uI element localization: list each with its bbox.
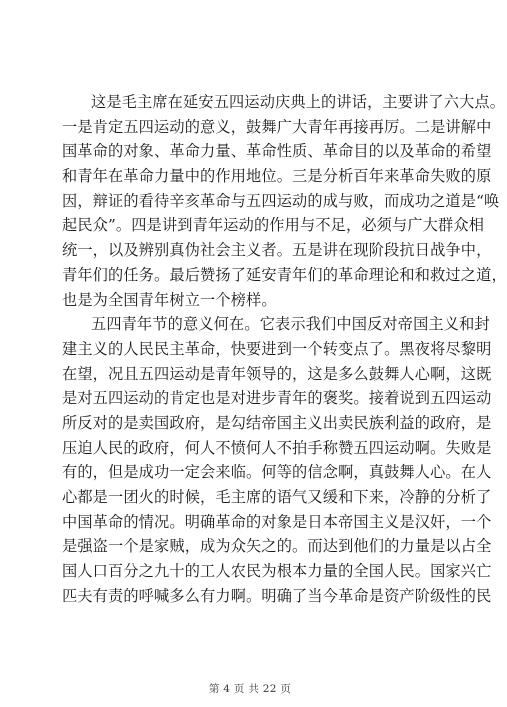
text-line: 是强盗一个是家贼，成为众矢之的。而达到他们的力量是以占全	[62, 537, 492, 556]
page-number-label: 第 4 页 共 22 页	[208, 683, 292, 695]
text-line: 青年们的任务。最后赞扬了延安青年们的革命理论和和救过之道，	[62, 265, 507, 284]
body-text	[62, 90, 507, 608]
text-line: 和青年在革命力量中的作用地位。三是分析百年来革命失败的原	[62, 167, 492, 186]
text-line: 中国革命的情况。明确革命的对象是日本帝国主义是汉奸，一个	[62, 512, 492, 531]
text-line: 有的，但是成功一定会来临。何等的信念啊，真鼓舞人心。在人	[62, 463, 492, 482]
text-line: 建主义的人民民主革命，快要进到一个转变点了。黑夜将尽黎明	[62, 339, 492, 358]
text-line: 这是毛主席在延安五四运动庆典上的讲话，主要讲了六大点。	[91, 93, 506, 111]
text-line: 在望，况且五四运动是青年领导的，这是多么鼓舞人心啊，这既	[62, 364, 492, 383]
text-line: 压迫人民的政府，何人不愤何人不拍手称赞五四运动啊。失败是	[62, 438, 492, 457]
text-line: 是对五四运动的肯定也是对进步青年的褒奖。接着说到五四运动	[62, 389, 492, 408]
text-line: 所反对的是卖国政府，是勾结帝国主义出卖民族利益的政府，是	[62, 413, 492, 432]
text-line: 国人口百分之九十的工人农民为根本力量的全国人民。国家兴亡	[62, 562, 492, 581]
text-line: 起民众”。四是讲到青年运动的作用与不足，必须与广大群众相	[62, 216, 485, 235]
paragraph-2	[62, 312, 492, 608]
text-line: 五四青年节的意义何在。它表示我们中国反对帝国主义和封	[91, 315, 490, 334]
text-line: 统一，以及辨别真伪社会主义者。五是讲在现阶段抗日战争中，	[62, 241, 492, 260]
page-footer	[0, 681, 500, 696]
text-line: 因，辩证的看待辛亥革命与五四运动的成与败，而成功之道是“唤	[62, 191, 500, 210]
paragraph-1	[62, 90, 507, 312]
text-line: 匹夫有责的呼喊多么有力啊。明确了当今革命是资产阶级性的民	[62, 586, 492, 605]
text-line: 也是为全国青年树立一个榜样。	[62, 290, 277, 309]
text-line: 心都是一团火的时候，毛主席的语气又缓和下来，冷静的分析了	[62, 488, 492, 506]
text-line: 国革命的对象、革命力量、革命性质、革命目的以及革命的希望	[62, 142, 492, 161]
text-line: 一是肯定五四运动的意义，鼓舞广大青年再接再厉。二是讲解中	[62, 117, 492, 136]
